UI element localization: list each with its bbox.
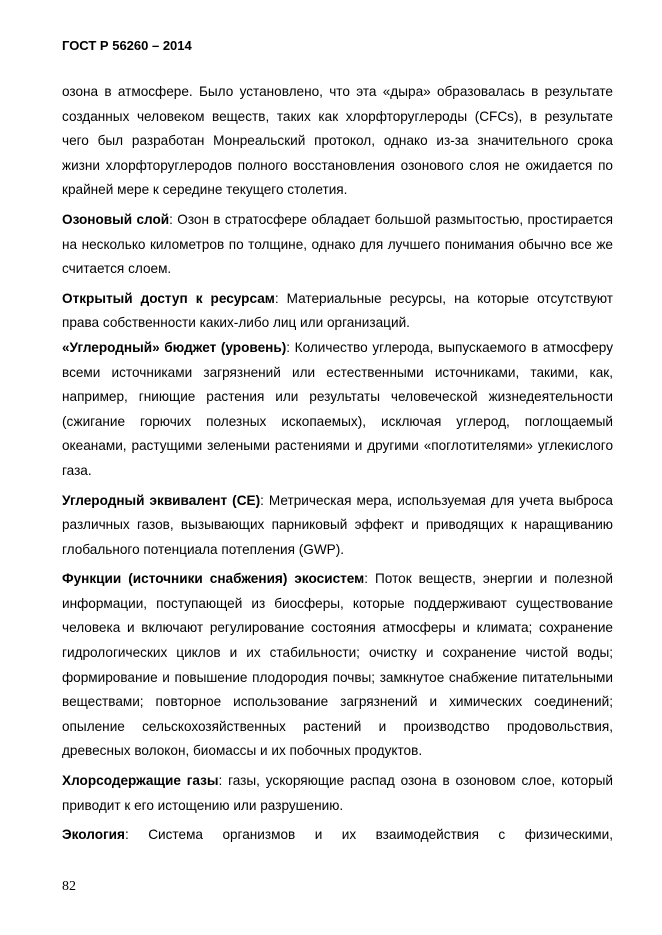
- term: Открытый доступ к ресурсам: [62, 290, 275, 306]
- paragraph-chlorine-gases: [62, 769, 613, 818]
- definition: Количество углерода, выпускаемого в атмосферу всеми источниками загрязнений или естественными источниками, такими, как, например, гниющие растения или результаты человеческой жизнедеятельности (сжигание горючих полезных ископаемых), исключая углерод, поглощаемый океанами, растущими зелеными растениями и другими «поглотителями» углекислого газа.: [62, 339, 613, 478]
- paragraph-carbon-budget: [62, 336, 613, 484]
- definition: Поток веществ, энергии и полезной информации, поступающей из биосферы, которые поддерживают существование человека и включают регулирование состояния атмосферы и климата; сохранение гидрологических циклов и их стабильности; очистку и сохранение чистой воды; формирование и повышение плодородия почвы; замкнутое снабжение питательными веществами; повторное использование загрязнений и химических соединений; опыление сельскохозяйственных растений и производство продовольствия, древесных волокон, биомассы и их побочных продуктов.: [62, 571, 613, 759]
- term: Углеродный эквивалент (CE): [62, 492, 261, 508]
- term: Хлорсодержащие газы: [62, 773, 219, 789]
- definition: Материальные ресурсы, на которые отсутствуют права собственности каких-либо лиц или организаций.: [62, 290, 613, 331]
- document-body: [62, 80, 613, 853]
- paragraph-carbon-equivalent: [62, 489, 613, 563]
- term-separator: :: [124, 827, 129, 843]
- document-header: ГОСТ Р 56260 – 2014: [62, 38, 192, 53]
- term: Экология: [62, 827, 125, 843]
- definition: озона в атмосфере. Было установлено, что эта «дыра» образовалась в результате созданных человеком веществ, таких как хлорфторуглероды (CFCs), в результате чего был разработан Монреальский протокол, однако из-за значительного срока жизни хлорфторуглеродов полного восстановления озонового слоя не ожидается по крайней мере к середине текущего столетия.: [62, 84, 613, 198]
- term: «Углеродный» бюджет (уровень): [62, 339, 287, 355]
- paragraph-open-access: [62, 287, 613, 336]
- definition: Озон в стратосфере обладает большой размытостью, простирается на несколько километров по толщине, однако для лучшего понимания обычно все же считается слоем.: [62, 211, 614, 277]
- definition: Система организмов и их взаимодействия с физическими,: [128, 827, 613, 843]
- paragraph-ecosystem-functions: [62, 567, 613, 764]
- paragraph-ecology: [62, 823, 613, 848]
- definition: Метрическая мера, используемая для учета выброса различных газов, вызывающих парниковый эффект и приводящих к наращиванию глобального потенциала потепления (GWP).: [62, 492, 613, 557]
- term-separator: :: [218, 773, 223, 789]
- term-separator: :: [364, 571, 369, 587]
- term-separator: :: [260, 492, 264, 508]
- paragraph-ozone-layer: [62, 208, 613, 282]
- term-separator: :: [274, 290, 279, 306]
- term-separator: :: [169, 211, 173, 227]
- term-separator: :: [286, 339, 291, 355]
- definition: газы, ускоряющие распад озона в озоновом слое, который приводит к его истощению или разрушению.: [62, 773, 613, 813]
- page-number: 82: [62, 879, 76, 894]
- term: Функции (источники снабжения) экосистем: [62, 571, 365, 587]
- paragraph-ozone-hole: [62, 80, 613, 203]
- term: Озоновый слой: [62, 211, 170, 227]
